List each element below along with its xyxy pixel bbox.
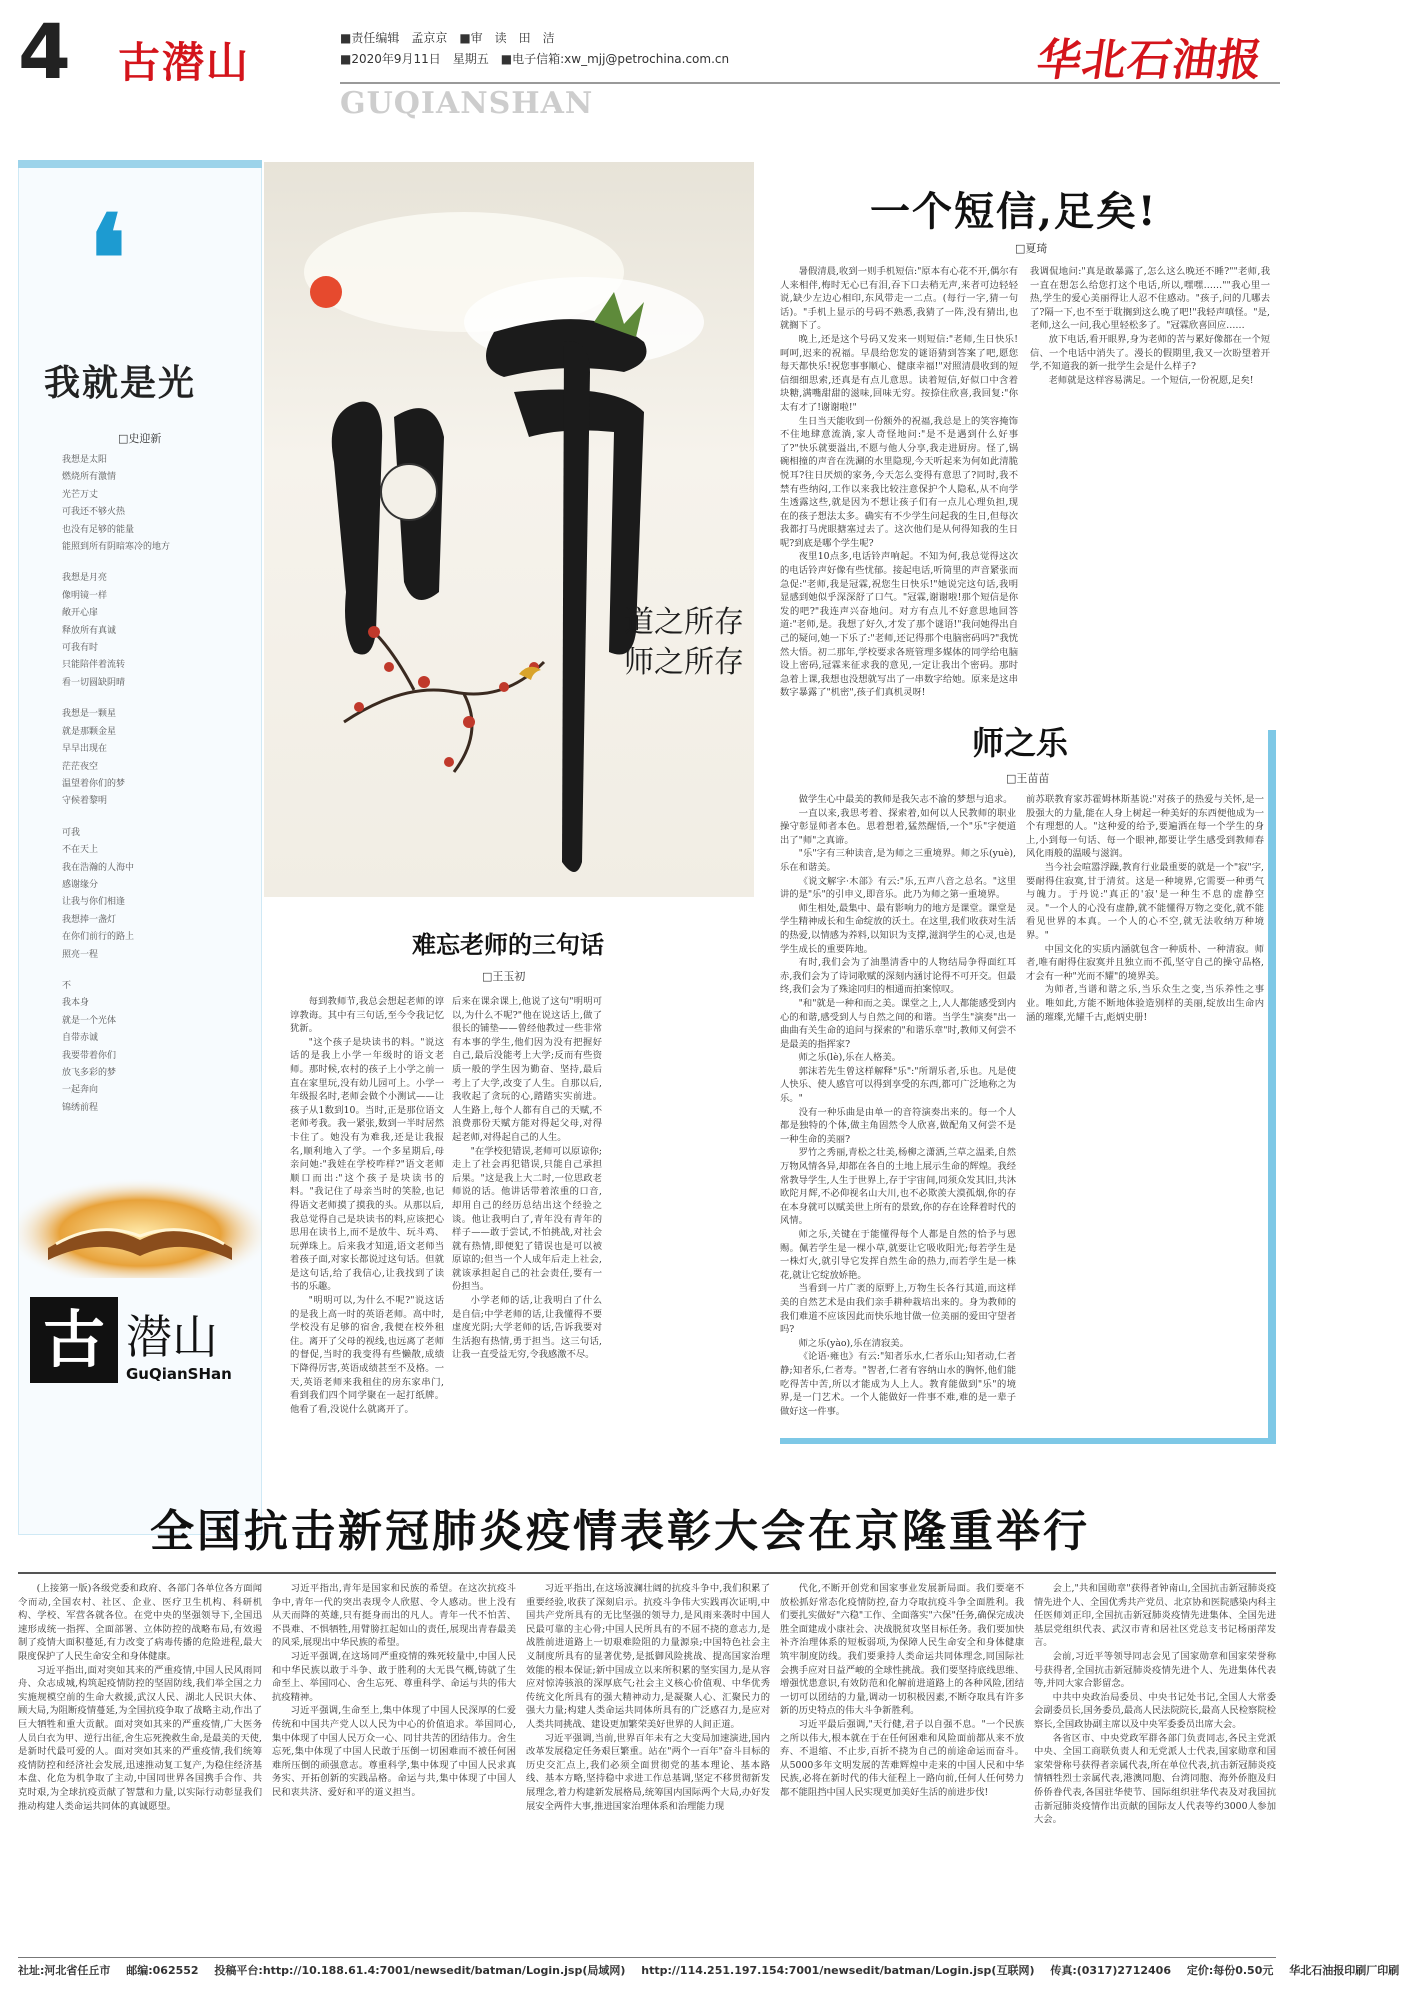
poem-line: 自带赤诚 [62,1033,99,1044]
paragraph: 当看到一片广袤的原野上,万物生长各行其道,而这样美的自然艺术是由我们亲手耕种栽培出来的。身为教师的我们难道不应该因此而快乐地甘做一位美丽的爱田守望者吗? [780,1283,1016,1336]
paragraph: 当今社会喧嚣浮躁,教育行业最重要的就是一个"寂"字,要耐得住寂寞,甘于清贫。这是一种境界,它需要一种勇气与魄力。于丹说:"真正的'寂'是一种生不息的虚静空灵。"一个人的心没有虚静,就不能懂得万物之变化,就不能看见世界的本真。一个人的心不空,就无法收纳万种境界。" [1026,861,1264,941]
section-pinyin: GUQIANSHAN [340,86,594,121]
paragraph: 《论语·雍也》有云:"知者乐水,仁者乐山;知者动,仁者静;知者乐,仁者寿。"智者,仁者有容纳山水的胸怀,他们能吃得苦中苦,所以才能成为人上人。教育能做到"乐"的境界,是一门艺术。一个人能做好一件事不难,难的是一辈子做好这一件事。 [780,1351,1016,1417]
poem-line: 就是那颗金星 [62,726,117,737]
paragraph: "和"就是一种和而之美。课堂之上,人人都能感受到内心的和谐,感受到人与自然之间的和谐。当学生"演奏"出一曲曲有关生命的追问与探索的"和谐乐章"时,教师又何尝不是最美的指挥家? [780,997,1016,1050]
paragraph: 晚上,还是这个号码又发来一则短信:"老师,生日快乐!呵呵,迟来的祝福。早晨给您发的谜语猜到答案了吧,愿您每天都快乐!祝您事事顺心、健康幸福!"对照清晨收到的短信细细思索,还真是有点儿意思。读着短信,好似口中含着块糖,满嘴甜甜的滋味,回味无穷。按捺住欣喜,我回复:"你太有才了!谢谢啦!" [780,333,1018,413]
newspaper-masthead: 华北石油报 [1033,35,1266,86]
poem-body [62,452,252,1117]
paragraph: 一直以来,我思考着、探索着,如何以人民教师的职业操守彰显师者本色。思着想着,猛然醒悟,一个"乐"字便道出了"师"之真谛。 [780,807,1016,846]
sun-icon [310,276,342,308]
stanza-gap [62,964,252,978]
paragraph: 有时,我们会为了油墨清香中的人物结局争得面红耳赤,我们会为了诗词歌赋的深刻内涵讨论得不可开交。但最终,我们会为了殊途同归的相通而拍案惊叹。 [780,957,1016,996]
footer-address: 社址:河北省任丘市 [18,1964,111,1977]
main-rule [18,1572,1276,1574]
poem-line: 在你们前行的路上 [62,932,135,943]
stanza-gap [62,811,252,825]
article2-column [290,995,444,1435]
footer-platform-link[interactable]: 投稿平台:http://10.188.61.4:7001/newsedit/batman/Login.jsp(局域网) [214,1964,626,1977]
main-headline: 全国抗击新冠肺炎疫情表彰大会在京隆重举行 [150,1506,1090,1557]
poem-line: 只能陪伴着流转 [62,660,126,671]
paragraph: "明明可以,为什么不呢?"说这话的是我上高一时的英语老师。高中时,学校没有足够的宿舍,我便在校外租住。离开了父母的视线,也远离了老师的督促,当时的我变得有些懒散,成绩下降得厉害,英语成绩甚至不及格。一天,英语老师来我租住的房东家串门,看到我们四个同学聚在一起打纸牌。他看了看,没说什么就离开了。 [290,1295,444,1415]
article1-author: □夏琦 [1015,242,1048,255]
svg-text:GuQianSHan: GuQianSHan [126,1365,232,1383]
poem-line: 我想是太阳 [62,455,108,465]
date-line: ■2020年9月11日 星期五 ■电子信箱:xw_mjj@petrochina.com.cn [340,52,730,66]
paragraph: 前苏联教育家苏霍姆林斯基说:"对孩子的热爱与关怀,是一股强大的力量,能在人身上树起一种美好的东西便他成为一个有理想的人。"这种爱的给予,要遍洒在每一个学生的身上,小到每一句话、每一个眼神,都要让学生感受到教师春风化雨般的温暖与滋润。 [1026,794,1264,860]
editor-line: ■责任编辑 孟京京 ■审 读 田 洁 [340,31,555,45]
paragraph: 郭沫若先生曾这样解释"乐":"所谓乐者,乐也。凡是使人快乐、使人感官可以得到享受的东西,都可广泛地称之为乐。" [780,1065,1016,1105]
paragraph: 生日当天能收到一份额外的祝福,我总是上的笑容掩饰不住地肆意流淌,家人奇怪地问:"是不是遇到什么好事了?"快乐就要溢出,不愿与他人分享,我走进厨房。怪了,锅碗相撞的声音在洗涮的水里隐现,今天听起来为何如此清脆悦耳?往日厌烦的家务,今天怎么变得有意思了?同时,我不禁有些纳闷,工作以来我比较注意保护个人隐私,从不向学生透露这些,就是因为不想让孩子们有一点儿心理负担,现在的孩子想法太多。确实有不少学生问起我的生日,但每次我都打马虎眼搪塞过去了。这次他们是从何得知我的生日呢?到底是哪个学生呢? [780,415,1018,549]
poem-line: 早早出现在 [62,744,108,755]
paragraph: "乐"字有三种读音,是为师之三重境界。师之乐(yuè),乐在和谐美。 [780,848,1016,873]
poem-line: 照亮一程 [62,949,99,960]
article3-title: 师之乐 [972,724,1069,762]
poem-line: 我想是月亮 [62,573,108,584]
article3-column [1026,793,1264,1433]
paragraph: 每到教师节,我总会想起老师的谆谆教诲。其中有三句话,至今令我记忆犹新。 [290,996,444,1035]
footer-platform-link-2[interactable]: http://114.251.197.154:7001/newsedit/batman/Login.jsp(互联网) [641,1964,1035,1977]
paragraph: 做学生心中最美的教师是我矢志不渝的梦想与追求。 [798,794,1013,805]
footer-postcode: 邮编:062552 [126,1964,199,1977]
main-article-column [272,1582,516,1952]
poem-line: 放飞多彩的梦 [62,1068,117,1078]
svg-text:古: 古 [42,1303,106,1376]
paragraph: 习近平强调,当前,世界百年未有之大变局加速演进,国内改革发展稳定任务艰巨繁重。站在"两个一百年"奋斗目标的历史交汇点上,我们必须全面贯彻党的基本理论、基本路线、基本方略,坚持稳中求进工作总基调,坚定不移贯彻新发展理念,着力构建新发展格局,统筹国内国际两个大局,办好发展安全两件大事,推进国家治理体系和治理能力现 [526,1732,770,1812]
article2-author: □王玉初 [482,970,526,983]
paragraph: 师生相处,最集中、最有影响力的地方是课堂。课堂是学生精神成长和生命绽放的沃土。在这里,我们收获对生活的热爱,以情感为养料,以知识为支撑,滋润学生的心灵,也是学生成长的重要阵地。 [780,902,1016,955]
article3-author: □王苗苗 [1006,772,1050,785]
paragraph: 老师就是这样容易满足。一个短信,一份祝愿,足矣! [1048,374,1254,386]
paragraph: 师之乐(lè),乐在人格美。 [798,1052,901,1064]
article3-column [780,793,1016,1433]
paragraph: 中国文化的实质内涵就包含一种质朴、一种清寂。师者,唯有耐得住寂寞并且独立而不孤,坚守自己的操守品格,才会有一种"光而不耀"的境界美。 [1026,943,1264,982]
article2-title: 难忘老师的三句话 [412,930,604,959]
poem-line: 像明镜一样 [62,590,108,601]
header-info [340,28,729,70]
poem-line: 不在天上 [62,845,99,856]
article1-title: 一个短信,足矣! [870,188,1158,235]
paragraph: 师之乐(yào),乐在清寂美。 [798,1337,909,1349]
paragraph: 习近平指出,面对突如其来的严重疫情,中国人民风雨同舟、众志成城,构筑起疫情防控的坚固防线,我们举全国之力实施规模空前的生命大救援,武汉人民、湖北人民识大体、顾大局,为阻断疫情蔓延,为全国抗疫争取了战略主动,作出了巨大牺牲和重大贡献。面对突如其来的严重疫情,广大医务人员白衣为甲、逆行出征,舍生忘死挽救生命,是最美的天使,是新时代最可爱的人。面对突如其来的严重疫情,我们统筹疫情防控和经济社会发展,迅速推动复工复产,为稳住经济基本盘、化危为机争取了主动,中国同世界各国携手合作、共克时艰,为全球抗疫贡献了智慧和力量,以实际行动彰显我们推动构建人类命运共同体的真诚愿望。 [18,1664,262,1812]
paragraph: "在学校犯错误,老师可以原谅你;走上了社会再犯错误,只能自己承担后果。"这是我上大二时,一位思政老师说的话。他讲话带着浓重的口音,却用自己的经历总结出这个经验之谈。他让我明白了,青年没有青年的样子——敢于尝试,不怕挑战,对社会就有热情,即便犯了错误也是可以被原谅的;但当一个人成年后走上社会,就该承担起自己的社会责任,要有一份担当。 [452,1145,602,1293]
poem-line: 释放所有真诚 [62,625,117,636]
paragraph: "这个孩子是块读书的料。"说这话的是我上小学一年级时的语文老师。那时候,农村的孩子上小学之前一直在家里玩,没有幼儿园可上。小学一年级报名时,老师会做个小测试——让孩子从1数到10。当时,正是那位语文老师考我。我一紧张,数到一半时居然卡住了。她没有为难我,还是让我报名,顺利地入了学。一个多星期后,母亲问她:"我娃在学校咋样?"语文老师顺口而出:"这个孩子是块读书的料。"我记住了母亲当时的笑脸,也记得语文老师摸了摸我的头。从那以后,我总觉得自己是块读书的料,应该把心思用在读书上,而不是放牛、玩斗鸡、玩弹珠上。后来我才知道,语文老师当着孩子面,对家长都说过这句话。但就是这句话,给了我信心,让我找到了读书的乐趣。 [290,1036,444,1293]
poster-line-1: 道之所存 [624,605,744,640]
footer [18,1962,1400,1978]
poem-line: 我本身 [62,998,90,1009]
main-article-column [526,1582,770,1952]
article3-border [780,1438,1276,1444]
article2-column [610,995,764,1435]
poem-line: 不 [62,980,72,991]
paragraph: 暑假清晨,收到一则手机短信:"原本有心花不开,偶尔有人来相伴,梅时无心已有泪,吞下口去稍无声,来者可边轻轻说,缺少左边心相印,东风带走一二点。(每行一字,猜一句话)。"手机上显示的号码不熟悉,我猜了一阵,没有猜出,也就搁下了。 [780,266,1018,332]
footer-rule [18,1957,1276,1958]
paragraph: 会上,"共和国勋章"获得者钟南山,全国抗击新冠肺炎疫情先进个人、全国优秀共产党员、北京协和医院感染内科主任医师刘正印,全国抗击新冠肺炎疫情先进集体、全国先进基层党组织代表、武汉市青和居社区党总支书记杨丽萍发言。 [1034,1583,1276,1649]
page-number: 4 [18,7,71,96]
main-article-column [1034,1582,1276,1952]
paragraph: 罗竹之秀丽,青松之壮美,杨柳之潇洒,兰草之温柔,自然万物风情各异,却都在各自的土地上展示生命的辉煌。我经常教导学生,人生于世界上,存于宇宙间,同须众发其旧,共沐欧陀月辉,不必仰视名山大川,也不必欺羡大漠孤烟,你的存在本身就可以赋美世上所有的景致,你的存在诠释着时代的风情。 [780,1147,1016,1227]
section-title: 古潜山 [118,38,251,87]
article3-border [1268,730,1276,1444]
paragraph: 我调侃地问:"真是敢暴露了,怎么这么晚还不睡?""老师,我一直在想怎么给您打这个电话,所以,嘿嘿……""我心里一热,学生的爱心美丽得让人忍不住感动。"孩子,问的几哪去了?隔一下,也不至于耽搁到这么晚了吧!"我轻声嗔怪。"是,老师,这么一问,我心里轻松多了。"冠霖欣喜回应…… [1030,266,1270,332]
poem-line: 守候着黎明 [62,796,108,807]
guqianshan-logo [30,1295,260,1385]
stanza-gap [62,556,252,570]
quote-mark-icon: ❛ [88,189,127,330]
paragraph: 小学老师的话,让我明白了什么是自信;中学老师的话,让我懂得不要虚度光阴;大学老师的话,告诉我要对生活抱有热情,勇于担当。这三句话,让我一直受益无穷,令我感激不尽。 [452,1295,602,1361]
paragraph: 习近平强调,生命至上,集中体现了中国人民深厚的仁爱传统和中国共产党人以人民为中心的价值追求。举国同心,集中体现了中国人民万众一心、同甘共苦的团结伟力。舍生忘死,集中体现了中国人民敢于压倒一切困难而不被任何困难所压倒的顽强意志。尊重科学,集中体现了中国人民求真务实、开拓创新的实践品格。命运与共,集中体现了中国人民和衷共济、爱好和平的道义担当。 [272,1705,516,1798]
poem-line: 一起奔向 [62,1085,99,1096]
poem-panel-topbar [18,160,262,168]
stanza-gap [62,692,252,706]
footer-printer: 华北石油报印刷厂印刷 [1289,1964,1400,1977]
paragraph: 没有一种乐曲是由单一的音符演奏出来的。每一个人都是独特的个体,做主角固然令人欣喜,做配角又何尝不是一种生命的美丽? [780,1106,1016,1145]
paragraph: 《说文解字·木部》有云:"乐,五声八音之总名。"这里讲的是"乐"的引申义,即音乐。此乃为师之第一重境界。 [780,875,1016,901]
main-article-column [780,1582,1024,1952]
poem-line: 锦绣前程 [62,1102,99,1113]
paragraph: 各省区市、中央党政军群各部门负责同志,各民主党派中央、全国工商联负责人和无党派人士代表,国家勋章和国家荣誉称号获得者亲属代表,所在单位代表,抗击新冠肺炎疫情牺牲烈士亲属代表,港澳同胞、台湾同胞、海外侨胞及归侨侨眷代表,各国驻华使节、国际组织驻华代表及对我国抗击新冠肺炎疫情作出贡献的国际友人代表等约3000人参加大会。 [1034,1732,1276,1826]
paragraph: 后来在课余课上,他说了这句"明明可以,为什么不呢?"他在说这话上,做了很长的铺垫——曾经他教过一些非常有本事的学生,他们因为没有把握好自己,最后没能考上大学;反而有些资质一般的学生因为勤奋、坚持,最后考上了大学,改变了人生。自那以后,我收起了贪玩的心,踏踏实实前进。人生路上,每个人都有自己的天赋,不浪费那份天赋方能对得起父母,对得起老师,对得起自己的人生。 [452,996,602,1143]
paragraph: (上接第一版)各级党委和政府、各部门各单位各方面闻令而动,全国农村、社区、企业、医疗卫生机构、科研机构、学校、军营各就各位。在党中央的坚强领导下,全国迅速形成统一指挥、全面部署、立体防控的战略布局,有效遏制了疫情大面积蔓延,有力改变了病毒传播的危险进程,最大限度保护了人民生命安全和身体健康。 [18,1583,262,1662]
poem-line: 敞开心扉 [62,608,99,619]
footer-fax: 传真:(0317)2712406 [1050,1964,1171,1977]
paragraph: 习近平指出,在这场波澜壮阔的抗疫斗争中,我们积累了重要经验,收获了深刻启示。抗疫斗争伟大实践再次证明,中国共产党所具有的无比坚强的领导力,是风雨来袭时中国人民最可靠的主心骨;中国人民所具有的不屈不挠的意志力,是战胜前进道路上一切艰难险阻的力量源泉;中国特色社会主义制度所具有的显著优势,是抵御风险挑战、提高国家治理效能的根本保证;新中国成立以来所积累的坚实国力,是从容应对惊涛骇浪的深厚底气;社会主义核心价值观、中华优秀传统文化所具有的强大精神动力,是凝聚人心、汇聚民力的强大力量;构建人类命运共同体所具有的广泛感召力,是应对人类共同挑战、建设更加繁荣美好世界的人间正道。 [526,1583,770,1730]
paragraph: 习近平强调,在这场同严重疫情的殊死较量中,中国人民和中华民族以敢于斗争、敢于胜利的大无畏气概,铸就了生命至上、举国同心、舍生忘死、尊重科学、命运与共的伟大抗疫精神。 [272,1650,516,1703]
poem-title: 我就是光 [44,362,197,404]
main-article-column [18,1582,262,1952]
paragraph: 放下电话,看开眼界,身为老师的苦与累好像都在一个短信、一个电话中消失了。漫长的假期里,我又一次盼望着开学,不知道我的新一批学生会是什么样子? [1030,333,1270,373]
article1-column [1030,265,1270,705]
poem-line: 燃烧所有激情 [62,472,117,483]
poem-line: 温望着你们的梦 [62,778,126,789]
poster-line-2: 师之所存 [624,645,744,680]
paragraph: 为师者,当谱和谐之乐,当乐众生之变,当乐养性之事业。唯如此,方能不断地体验造别样的美丽,绽放出生命内涵的璀璨,光耀千古,彪炳史册! [1026,984,1264,1023]
article1-column [780,265,1018,705]
poem-author: □史迎新 [118,432,162,445]
teacher-poster [264,162,754,897]
poem-line: 可我有时 [62,643,99,654]
poem-line: 我想是一颗星 [62,709,117,720]
paragraph: 师之乐,关键在于能懂得每个人都是自然的恰予与恩赐。佩若学生是一棵小草,就要让它吸收阳光;每若学生是一株灯火,就引导它发挥自然生命的热力,而若学生是一株花,就让它绽放娇艳。 [780,1229,1016,1281]
poem-line: 感谢缘分 [62,879,99,890]
footer-price: 定价:每份0.50元 [1186,1964,1274,1977]
paragraph: 习近平最后强调,"天行健,君子以自强不息。"一个民族之所以伟大,根本就在于在任何困难和风险面前都从来不放弃、不退缩、不止步,百折不挠为自己的前途命运而奋斗。从5000多年文明发展的苦难辉煌中走来的中国人民和中华民族,必将在新时代的伟大征程上一路向前,任何人任何势力都不能阻挡中国人民实现更加美好生活的前进步伐! [780,1718,1024,1798]
poem-line: 让我与你们相逢 [62,897,126,908]
poem-line: 我要带着你们 [62,1050,117,1061]
svg-text:潜山: 潜山 [126,1310,218,1364]
poem-line: 看一切圆缺阴晴 [62,677,126,688]
poem-line: 可我 [62,827,81,838]
poem-line: 我想捧一盏灯 [62,914,117,925]
poem-line: 能照到所有阴暗寒冷的地方 [62,542,171,553]
poem-line: 也没有足够的能量 [62,524,135,535]
poem-line: 光芒万丈 [62,489,99,500]
poem-line: 茫茫夜空 [62,761,99,772]
poem-line: 就是一个光体 [62,1015,117,1026]
paragraph: 中共中央政治局委员、中央书记处书记,全国人大常委会副委员长,国务委员,最高人民法院院长,最高人民检察院检察长,全国政协副主席以及中央军委委员出席大会。 [1034,1691,1276,1730]
paragraph: 会前,习近平等领导同志会见了国家勋章和国家荣誉称号获得者,全国抗击新冠肺炎疫情先进个人、先进集体代表等,并同大家合影留念。 [1034,1650,1276,1690]
paragraph: 习近平指出,青年是国家和民族的希望。在这次抗疫斗争中,青年一代的突出表现令人欣慰、令人感动。世上没有从天而降的英雄,只有挺身而出的凡人。青年一代不怕苦、不畏难、不惧牺牲,用臂膀扛起如山的责任,展现出青春最美的风采,展现出中华民族的希望。 [272,1583,516,1649]
paragraph: 夜里10点多,电话铃声响起。不知为何,我总觉得这次的电话铃声好像有些忧郁。接起电话,听筒里的声音紧张而急促:"老师,我是冠霖,祝您生日快乐!"她说完这句话,我明显感到她似乎深深舒了口气。"冠霖,谢谢啦!那个短信是你发的吧?"我连声兴奋地问。对方有点儿不好意思地回答道:"老师,是。我想了好久,才发了那个谜语!"我问她得出自己的疑问,她一下乐了:"老师,还记得那个电脑密码吗?"我恍然大悟。初二那年,学校要求各班管理多媒体的同学给电脑设上密码,冠霖来征求我的意见,一定让我出个密码。那时急着上课,我想也没想就写出了一串数字给她。原来是这串数字暴露了"机密",孩子们真机灵呀! [780,551,1018,699]
paragraph: 代化,不断开创党和国家事业发展新局面。我们要毫不放松抓好常态化疫情防控,奋力夺取抗疫斗争全面胜利。我们要扎实做好"六稳"工作、全面落实"六保"任务,确保完成决胜全面建成小康社会、决战脱贫攻坚目标任务。我们要加快补齐治理体系的短板弱项,为保障人民生命安全和身体健康筑牢制度防线。我们要秉持人类命运共同体理念,同国际社会携手应对日益严峻的全球性挑战。我们要坚持底线思维、增强忧患意识,有效防范和化解前进道路上的各种风险,团结一切可以团结的力量,调动一切积极因素,不断夺取具有许多新的历史特点的伟大斗争新胜利。 [780,1583,1024,1717]
article2-column [452,995,602,1435]
poem-line: 我在浩瀚的人海中 [62,862,135,873]
poem-line: 可我还不够火热 [62,507,126,518]
open-book-icon [18,1178,262,1278]
